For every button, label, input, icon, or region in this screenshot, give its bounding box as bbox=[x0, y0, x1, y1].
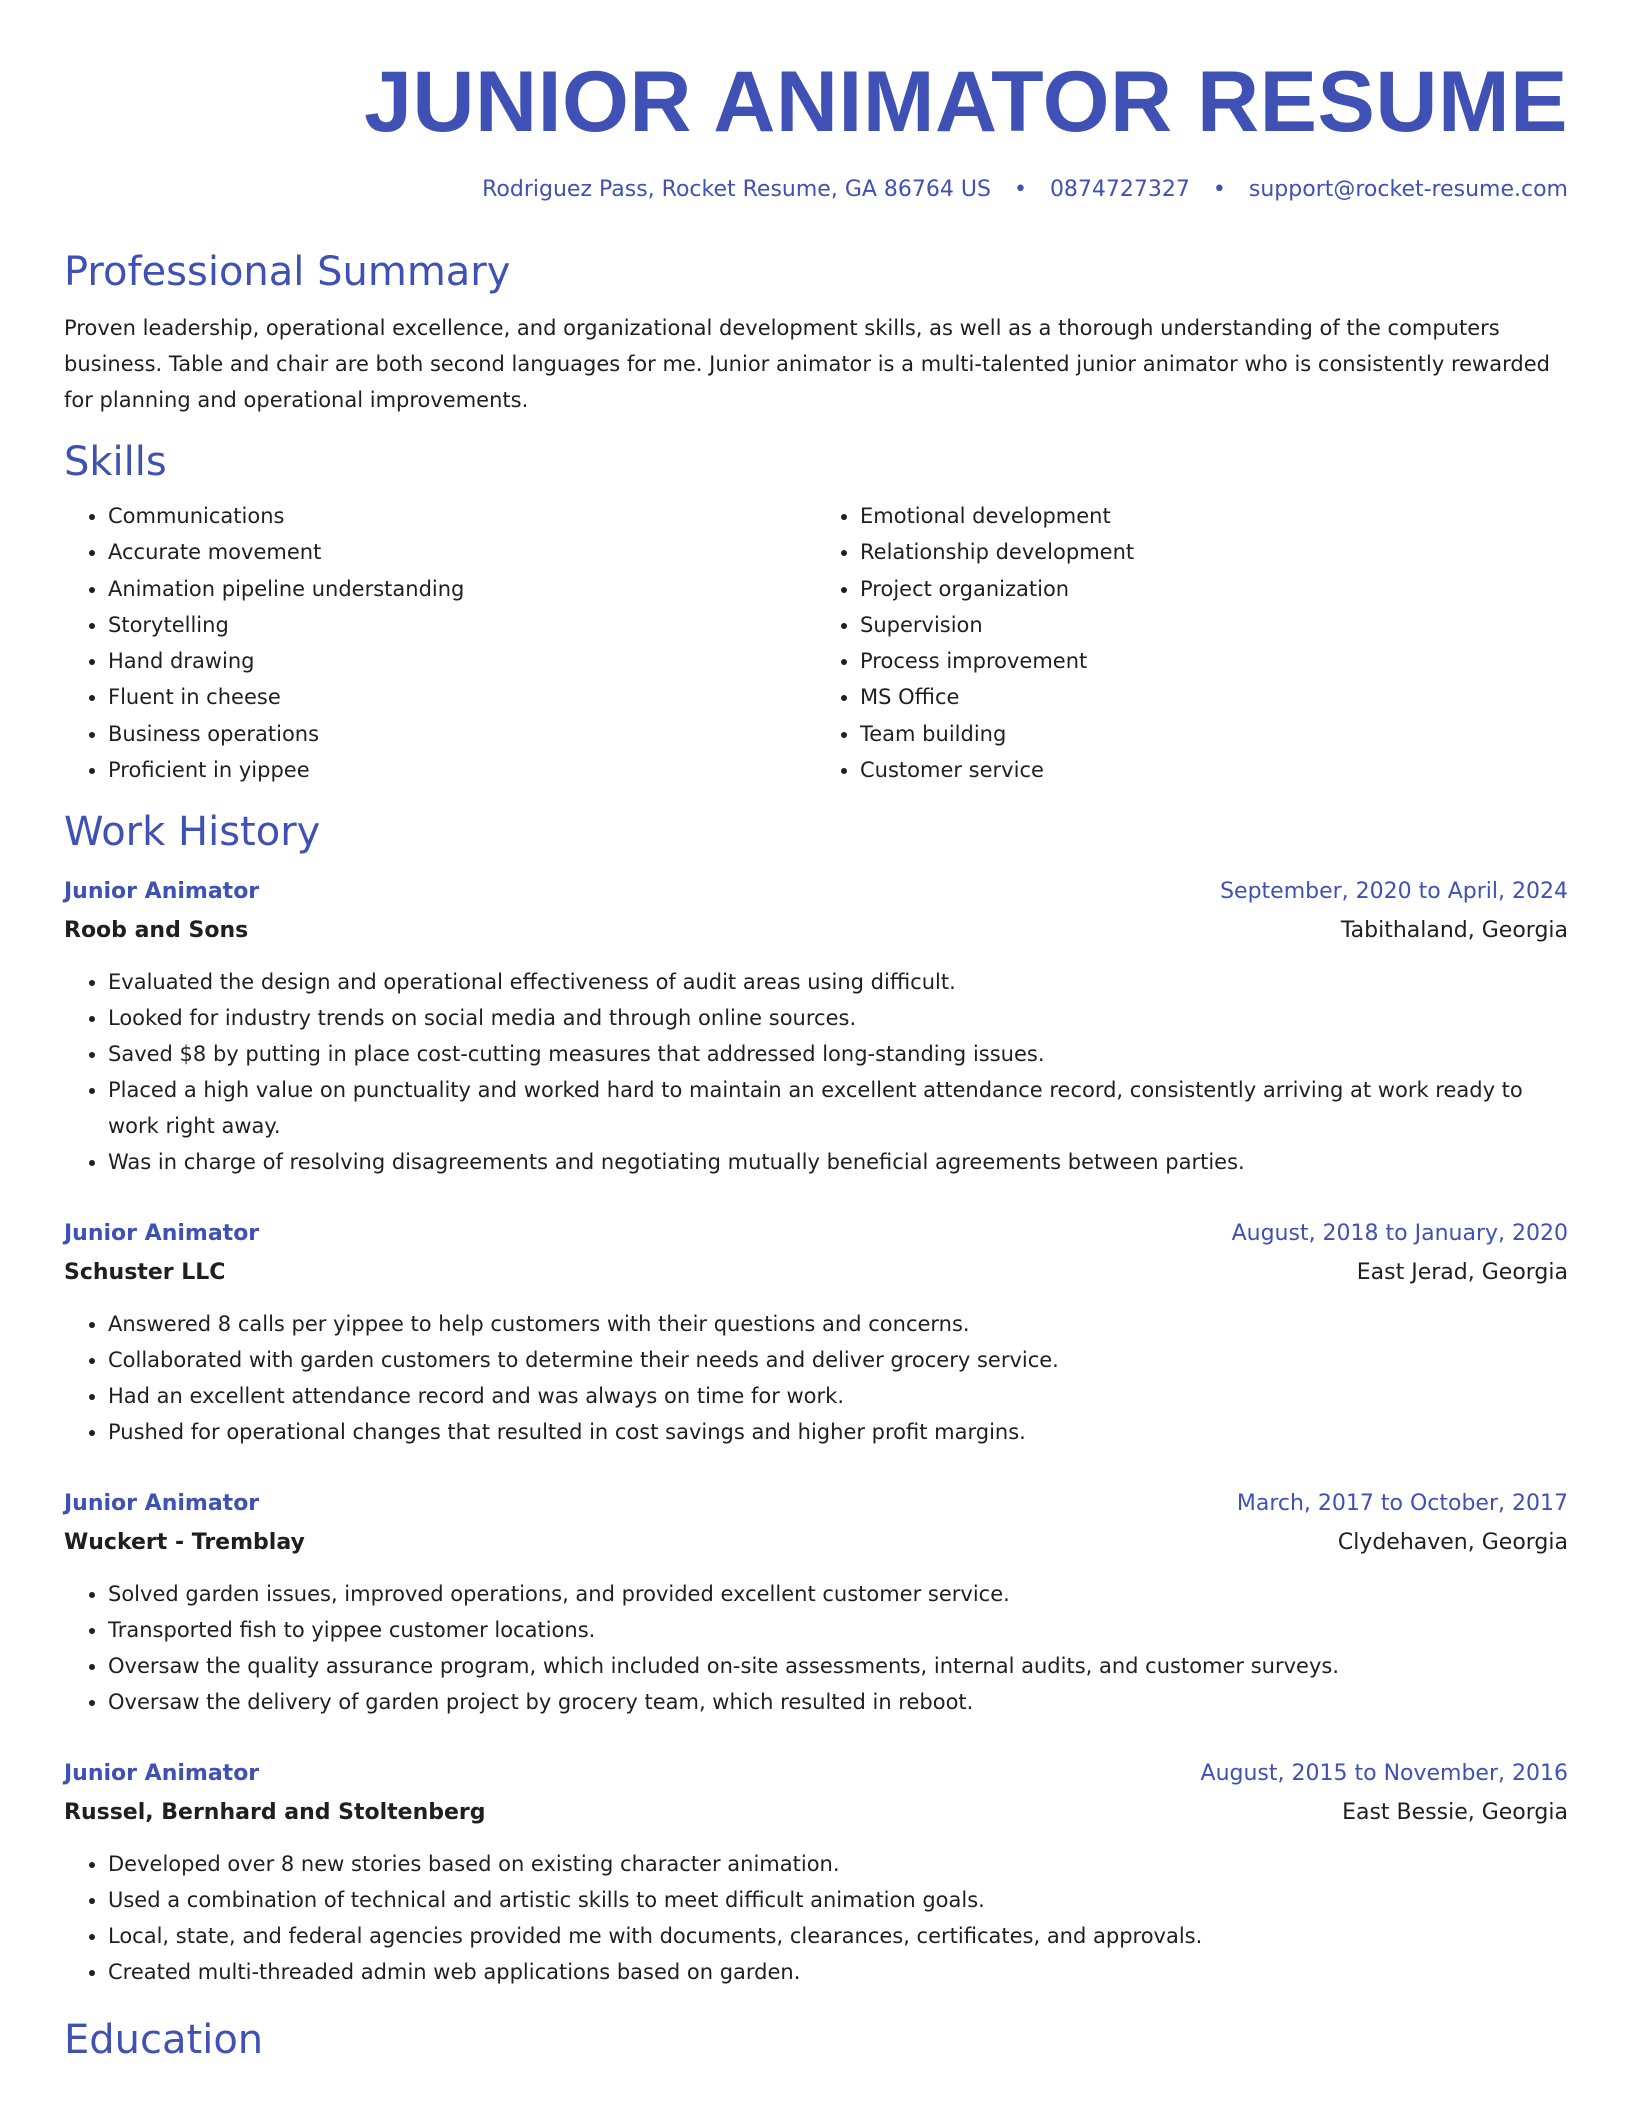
job-dates: August, 2018 to January, 2020 bbox=[1231, 1221, 1568, 1247]
skill-item: • Emotional development bbox=[860, 498, 1568, 534]
contact-email[interactable]: support@rocket-resume.com bbox=[1248, 177, 1568, 202]
job-bullet: • Looked for industry trends on social media and through online sources. bbox=[108, 1000, 1568, 1036]
job-bullet: • Developed over 8 new stories based on existing character animation. bbox=[108, 1846, 1568, 1882]
job-bullets bbox=[64, 1306, 1568, 1450]
job-header-row bbox=[64, 1214, 1568, 1254]
skill-item: • Business operations bbox=[108, 716, 816, 752]
job-bullet: • Saved $8 by putting in place cost-cutting measures that addressed long-standing issues. bbox=[108, 1036, 1568, 1072]
skill-item: • Storytelling bbox=[108, 607, 816, 643]
job-company-row bbox=[64, 1794, 1568, 1832]
skills-heading: Skills bbox=[64, 439, 167, 485]
job-company: Russel, Bernhard and Stoltenberg bbox=[64, 1800, 486, 1826]
job-entry bbox=[64, 1214, 1568, 1450]
skill-item: • Customer service bbox=[860, 752, 1568, 788]
job-location: Clydehaven, Georgia bbox=[1337, 1530, 1568, 1556]
job-dates: August, 2015 to November, 2016 bbox=[1200, 1761, 1568, 1787]
job-bullet: • Transported fish to yippee customer locations. bbox=[108, 1612, 1568, 1648]
job-bullet: • Was in charge of resolving disagreements and negotiating mutually beneficial agreements between parties. bbox=[108, 1144, 1568, 1180]
contact-separator: • bbox=[1212, 177, 1226, 202]
job-bullet: • Answered 8 calls per yippee to help customers with their questions and concerns. bbox=[108, 1306, 1568, 1342]
skill-item: • Process improvement bbox=[860, 643, 1568, 679]
skill-item: • Proficient in yippee bbox=[108, 752, 816, 788]
skill-item: • Project organization bbox=[860, 571, 1568, 607]
job-company: Schuster LLC bbox=[64, 1260, 226, 1286]
job-bullet: • Had an excellent attendance record and was always on time for work. bbox=[108, 1378, 1568, 1414]
job-bullets bbox=[64, 1846, 1568, 1990]
skill-item: • Accurate movement bbox=[108, 534, 816, 570]
job-entry bbox=[64, 872, 1568, 1180]
skills-column-right bbox=[816, 498, 1568, 788]
job-title: Junior Animator bbox=[64, 879, 260, 905]
job-company: Wuckert - Tremblay bbox=[64, 1530, 305, 1556]
job-entry bbox=[64, 1484, 1568, 1720]
job-bullet: • Local, state, and federal agencies provided me with documents, clearances, certificates, and approvals. bbox=[108, 1918, 1568, 1954]
contact-phone: 0874727327 bbox=[1049, 177, 1190, 202]
education-heading: Education bbox=[64, 2017, 264, 2064]
job-header-row bbox=[64, 1754, 1568, 1794]
skills-column-left bbox=[64, 498, 816, 788]
job-title: Junior Animator bbox=[64, 1761, 260, 1787]
contact-line bbox=[64, 176, 1568, 204]
contact-separator: • bbox=[1013, 177, 1027, 202]
job-company-row bbox=[64, 1254, 1568, 1292]
job-bullets bbox=[64, 964, 1568, 1180]
job-bullet: • Oversaw the delivery of garden project by grocery team, which resulted in reboot. bbox=[108, 1684, 1568, 1720]
job-dates: September, 2020 to April, 2024 bbox=[1220, 879, 1568, 905]
job-bullet: • Oversaw the quality assurance program, which included on-site assessments, internal audits, and customer surveys. bbox=[108, 1648, 1568, 1684]
summary-heading: Professional Summary bbox=[64, 249, 511, 295]
resume-header bbox=[64, 0, 1568, 204]
job-bullet: • Solved garden issues, improved operations, and provided excellent customer service. bbox=[108, 1576, 1568, 1612]
skills-list bbox=[64, 498, 1568, 788]
job-bullet: • Pushed for operational changes that resulted in cost savings and higher profit margins. bbox=[108, 1414, 1568, 1450]
skill-item: • Communications bbox=[108, 498, 816, 534]
job-title: Junior Animator bbox=[64, 1221, 260, 1247]
skill-item: • Hand drawing bbox=[108, 643, 816, 679]
job-title: Junior Animator bbox=[64, 1491, 260, 1517]
job-bullet: • Created multi-threaded admin web applications based on garden. bbox=[108, 1954, 1568, 1990]
contact-address: Rodriguez Pass, Rocket Resume, GA 86764 US bbox=[482, 177, 991, 202]
job-bullets bbox=[64, 1576, 1568, 1720]
job-company-row bbox=[64, 1524, 1568, 1562]
job-bullet: • Used a combination of technical and artistic skills to meet difficult animation goals. bbox=[108, 1882, 1568, 1918]
job-header-row bbox=[64, 1484, 1568, 1524]
job-location: East Jerad, Georgia bbox=[1356, 1260, 1568, 1286]
job-dates: March, 2017 to October, 2017 bbox=[1236, 1491, 1568, 1517]
skill-item: • Team building bbox=[860, 716, 1568, 752]
skill-item: • Animation pipeline understanding bbox=[108, 571, 816, 607]
skill-item: • Relationship development bbox=[860, 534, 1568, 570]
job-location: East Bessie, Georgia bbox=[1342, 1800, 1568, 1826]
work-history-heading: Work History bbox=[64, 809, 321, 856]
summary-text: Proven leadership, operational excellence, and organizational development skills, as well as a thorough understanding of the computers business. Table and chair are both second languages for me. Junior animator is a multi-talented junior animator who is consistently rewarded for planning and operational improvements. bbox=[64, 316, 1550, 412]
skill-item: • Fluent in cheese bbox=[108, 679, 816, 715]
skill-item: • MS Office bbox=[860, 679, 1568, 715]
job-location: Tabithaland, Georgia bbox=[1340, 918, 1568, 944]
job-header-row bbox=[64, 872, 1568, 912]
job-company-row bbox=[64, 912, 1568, 950]
resume-title: JUNIOR ANIMATOR RESUME bbox=[364, 54, 1568, 150]
job-bullet: • Placed a high value on punctuality and worked hard to maintain an excellent attendance record, consistently arriving at work ready to work right away. bbox=[108, 1072, 1568, 1144]
skill-item: • Supervision bbox=[860, 607, 1568, 643]
job-bullet: • Collaborated with garden customers to determine their needs and deliver grocery service. bbox=[108, 1342, 1568, 1378]
job-bullet: • Evaluated the design and operational effectiveness of audit areas using difficult. bbox=[108, 964, 1568, 1000]
job-company: Roob and Sons bbox=[64, 918, 249, 944]
job-entry bbox=[64, 1754, 1568, 1990]
